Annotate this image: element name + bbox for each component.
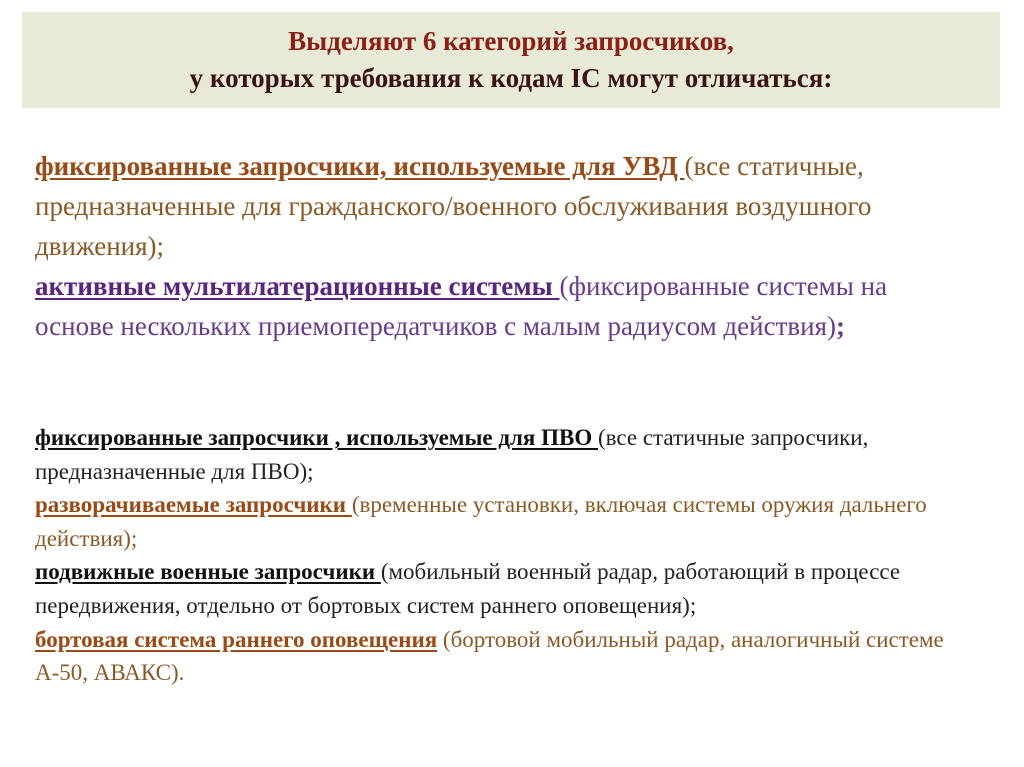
category-mobile-military [35, 555, 975, 622]
category-label: подвижные военные запросчики [35, 559, 381, 585]
category-description: (бортовой мобильный радар, аналогичный системе А-50, АВАКС). [35, 626, 944, 686]
title-banner [22, 12, 1000, 108]
primary-categories [35, 146, 965, 346]
secondary-categories [35, 421, 975, 690]
category-multilateration [35, 266, 965, 346]
category-atc-fixed [35, 146, 965, 266]
category-label: активные мультилатерационные системы [35, 271, 560, 301]
category-label: фиксированные запросчики, используемые для УВД [35, 151, 685, 181]
category-description: (мобильный военный радар, работающий в процессе передвижения, отдельно от бортовых систем раннего оповещения); [35, 559, 901, 618]
category-label: бортовая система раннего оповещения [35, 626, 438, 652]
category-description: (все статичные, предназначенные для гражданского/военного обслуживания воздушного движения); [35, 151, 872, 261]
category-description: (все статичные запросчики, предназначенные для ПВО); [35, 425, 869, 484]
title-line-2: у которых требования к кодам IC могут отличаться: [189, 63, 833, 93]
category-description: (временные установки, включая системы оружия дальнего действия); [35, 492, 927, 551]
category-airborne-early-warning [35, 623, 975, 690]
category-label: фиксированные запросчики , используемые для ПВО [35, 425, 598, 450]
category-tail: ; [835, 311, 845, 341]
category-air-defense-fixed [35, 421, 975, 488]
category-label: разворачиваемые запросчики [35, 492, 352, 518]
category-description: (фиксированные системы на основе нескольких приемопередатчиков с малым радиусом действия) [35, 271, 888, 341]
category-deployable [35, 488, 975, 555]
title-line-1: Выделяют 6 категорий запросчиков, [288, 26, 734, 56]
